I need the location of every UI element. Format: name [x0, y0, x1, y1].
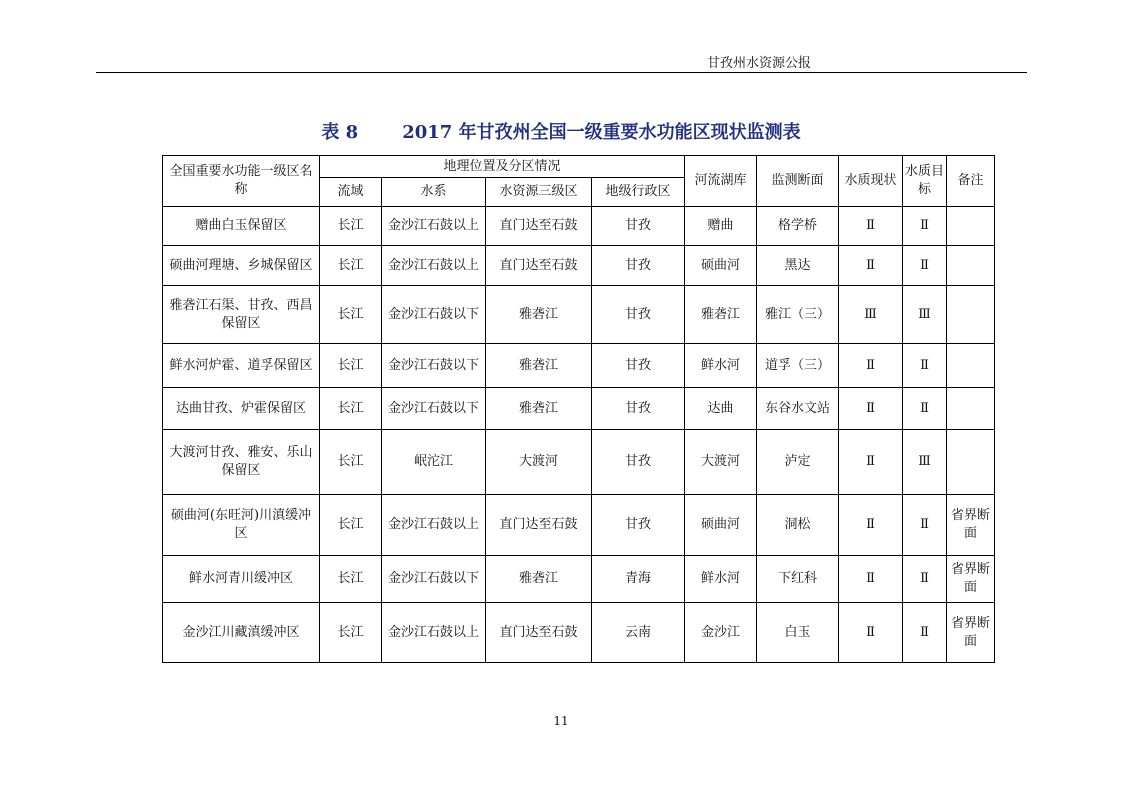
cell-zone: 硕曲河理塘、乡城保留区: [163, 246, 320, 286]
header-river: 河流湖库: [685, 156, 757, 207]
header-section: 监测断面: [757, 156, 839, 207]
cell-zone: 金沙江川藏滇缓冲区: [163, 603, 320, 663]
cell-quality-target: Ⅲ: [903, 286, 947, 344]
header-rule: [96, 72, 1027, 73]
cell-tertiary: 直门达至石鼓: [486, 603, 592, 663]
cell-quality-target: Ⅲ: [903, 430, 947, 495]
cell-zone: 达曲甘孜、炉霍保留区: [163, 388, 320, 430]
cell-system: 金沙江石鼓以下: [382, 388, 486, 430]
cell-river: 赠曲: [685, 207, 757, 246]
cell-tertiary: 直门达至石鼓: [486, 495, 592, 556]
cell-section: 东谷水文站: [757, 388, 839, 430]
cell-section: 泸定: [757, 430, 839, 495]
cell-river: 硕曲河: [685, 495, 757, 556]
table-row: [163, 344, 995, 388]
cell-section: 白玉: [757, 603, 839, 663]
cell-section: 道孚（三）: [757, 344, 839, 388]
cell-remark: [947, 246, 995, 286]
cell-river: 鲜水河: [685, 344, 757, 388]
cell-river: 雅砻江: [685, 286, 757, 344]
cell-remark: 省界断面: [947, 495, 995, 556]
cell-quality-target: Ⅱ: [903, 344, 947, 388]
table-row: [163, 495, 995, 556]
cell-tertiary: 雅砻江: [486, 286, 592, 344]
cell-river: 硕曲河: [685, 246, 757, 286]
cell-remark: [947, 344, 995, 388]
cell-remark: [947, 207, 995, 246]
cell-system: 金沙江石鼓以下: [382, 344, 486, 388]
cell-admin: 甘孜: [592, 286, 685, 344]
cell-admin: 甘孜: [592, 495, 685, 556]
table-number: 表 8: [321, 122, 359, 143]
cell-basin: 长江: [320, 207, 382, 246]
cell-remark: [947, 286, 995, 344]
cell-quality-now: Ⅱ: [839, 388, 903, 430]
cell-basin: 长江: [320, 430, 382, 495]
cell-remark: 省界断面: [947, 603, 995, 663]
header-quality-now: 水质现状: [839, 156, 903, 207]
header-basin: 流域: [320, 178, 382, 207]
cell-tertiary: 雅砻江: [486, 556, 592, 603]
cell-tertiary: 大渡河: [486, 430, 592, 495]
cell-zone: 赠曲白玉保留区: [163, 207, 320, 246]
table-title: [0, 118, 1122, 144]
cell-system: 金沙江石鼓以上: [382, 603, 486, 663]
header-admin: 地级行政区: [592, 178, 685, 207]
table-row: [163, 388, 995, 430]
cell-quality-now: Ⅱ: [839, 556, 903, 603]
cell-zone: 鲜水河炉霍、道孚保留区: [163, 344, 320, 388]
cell-river: 鲜水河: [685, 556, 757, 603]
cell-quality-target: Ⅱ: [903, 388, 947, 430]
table-row: [163, 246, 995, 286]
cell-section: 下红科: [757, 556, 839, 603]
cell-quality-target: Ⅱ: [903, 495, 947, 556]
cell-system: 金沙江石鼓以上: [382, 207, 486, 246]
cell-section: 雅江（三）: [757, 286, 839, 344]
cell-river: 金沙江: [685, 603, 757, 663]
cell-admin: 甘孜: [592, 246, 685, 286]
running-header: 甘孜州水资源公报: [707, 56, 812, 71]
cell-system: 金沙江石鼓以下: [382, 556, 486, 603]
cell-basin: 长江: [320, 495, 382, 556]
cell-system: 岷沱江: [382, 430, 486, 495]
header-quality-target: 水质目标: [903, 156, 947, 207]
cell-river: 大渡河: [685, 430, 757, 495]
cell-quality-now: Ⅱ: [839, 603, 903, 663]
cell-basin: 长江: [320, 246, 382, 286]
cell-remark: 省界断面: [947, 556, 995, 603]
cell-quality-now: Ⅱ: [839, 344, 903, 388]
cell-quality-now: Ⅱ: [839, 207, 903, 246]
cell-river: 达曲: [685, 388, 757, 430]
header-remark: 备注: [947, 156, 995, 207]
cell-tertiary: 雅砻江: [486, 344, 592, 388]
cell-tertiary: 直门达至石鼓: [486, 207, 592, 246]
page-number: 11: [553, 714, 569, 728]
cell-zone: 大渡河甘孜、雅安、乐山保留区: [163, 430, 320, 495]
cell-section: 黑达: [757, 246, 839, 286]
cell-basin: 长江: [320, 556, 382, 603]
cell-system: 金沙江石鼓以上: [382, 495, 486, 556]
cell-tertiary: 直门达至石鼓: [486, 246, 592, 286]
cell-admin: 甘孜: [592, 430, 685, 495]
cell-admin: 青海: [592, 556, 685, 603]
cell-quality-target: Ⅱ: [903, 556, 947, 603]
cell-section: 洞松: [757, 495, 839, 556]
cell-remark: [947, 430, 995, 495]
cell-system: 金沙江石鼓以上: [382, 246, 486, 286]
table-row: [163, 207, 995, 246]
cell-basin: 长江: [320, 344, 382, 388]
header-geo-group: 地理位置及分区情况: [320, 156, 685, 178]
table-row: [163, 286, 995, 344]
cell-admin: 甘孜: [592, 344, 685, 388]
cell-quality-now: Ⅱ: [839, 495, 903, 556]
table-row: [163, 556, 995, 603]
cell-section: 格学桥: [757, 207, 839, 246]
cell-admin: 云南: [592, 603, 685, 663]
header-water-system: 水系: [382, 178, 486, 207]
cell-quality-now: Ⅱ: [839, 246, 903, 286]
cell-quality-now: Ⅲ: [839, 286, 903, 344]
cell-basin: 长江: [320, 603, 382, 663]
cell-admin: 甘孜: [592, 207, 685, 246]
header-tertiary: 水资源三级区: [486, 178, 592, 207]
cell-basin: 长江: [320, 286, 382, 344]
cell-remark: [947, 388, 995, 430]
cell-quality-now: Ⅱ: [839, 430, 903, 495]
cell-quality-target: Ⅱ: [903, 603, 947, 663]
cell-quality-target: Ⅱ: [903, 246, 947, 286]
cell-basin: 长江: [320, 388, 382, 430]
header-zone-name: 全国重要水功能一级区名称: [163, 156, 320, 207]
cell-zone: 鲜水河青川缓冲区: [163, 556, 320, 603]
cell-system: 金沙江石鼓以下: [382, 286, 486, 344]
cell-quality-target: Ⅱ: [903, 207, 947, 246]
cell-tertiary: 雅砻江: [486, 388, 592, 430]
table-row: [163, 430, 995, 495]
monitoring-table: [162, 155, 995, 663]
cell-admin: 甘孜: [592, 388, 685, 430]
cell-zone: 雅砻江石渠、甘孜、西昌保留区: [163, 286, 320, 344]
cell-zone: 硕曲河(东旺河)川滇缓冲区: [163, 495, 320, 556]
table-row: [163, 603, 995, 663]
table-title-text: 2017 年甘孜州全国一级重要水功能区现状监测表: [402, 122, 801, 143]
